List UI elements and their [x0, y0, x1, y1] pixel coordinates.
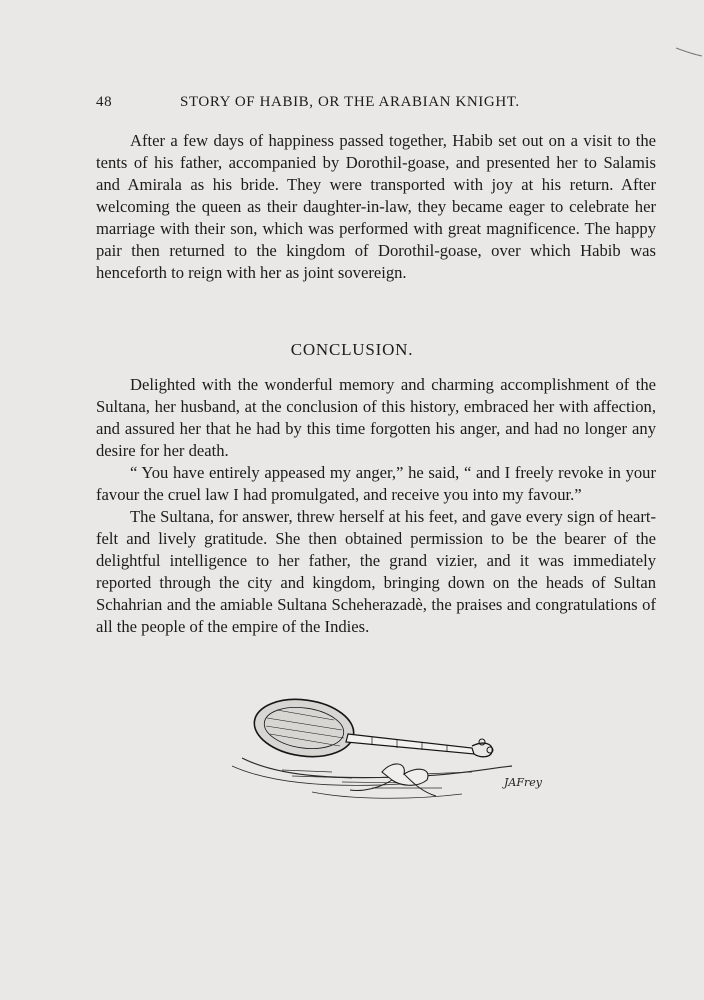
artist-signature: JAFrey — [504, 776, 542, 789]
conclusion-text — [96, 374, 656, 638]
conclusion-paragraph: The Sultana, for answer, threw herself at his feet, and gave every sign of heart-felt and lively gratitude. She then obtained permission to be the bearer of the delightful intelligence to her father, the grand vizier, and it was immediately reported through the city and kingdom, bringing down on the heads of Sultan Schahrian and the amiable Sultana Scheherazadè, the praises and congratulations of all the people of the empire of the Indies. — [96, 507, 656, 636]
lute-body — [251, 693, 358, 762]
story-paragraph: After a few days of happiness passed together, Habib set out on a visit to the tents of his father, accompanied by Dorothil-goase, and presented her to Salamis and Amirala as his bride. They were transported with joy at his return. After welcoming the queen as their daughter-in-law, they became eager to celebrate her marriage with their son, which was performed with great magnificence. The happy pair then returned to the kingdom of Dorothil-goase, over which Habib was henceforth to reign with her as joint sovereign. — [96, 131, 656, 282]
running-title: STORY OF HABIB, OR THE ARABIAN KNIGHT. — [180, 94, 520, 110]
conclusion-paragraph: Delighted with the wonderful memory and charming accomplishment of the Sultana, her husband, at the conclusion of this history, embraced her with affection, and assured her that he had by this time forgotten his anger, and had no longer any desire for her death. — [96, 375, 656, 460]
page-edge-mark — [674, 42, 704, 62]
page-number: 48 — [96, 94, 113, 110]
lute-neck — [346, 734, 474, 754]
lute-vignette — [222, 688, 562, 808]
section-heading: CONCLUSION. — [290, 340, 414, 359]
conclusion-paragraph: “ You have entirely appeased my anger,” he said, “ and I freely revoke in your favour the cruel law I had promulgated, and receive you into my favour.” — [96, 463, 656, 504]
story-text — [96, 130, 656, 284]
vignette-ground — [242, 758, 512, 778]
